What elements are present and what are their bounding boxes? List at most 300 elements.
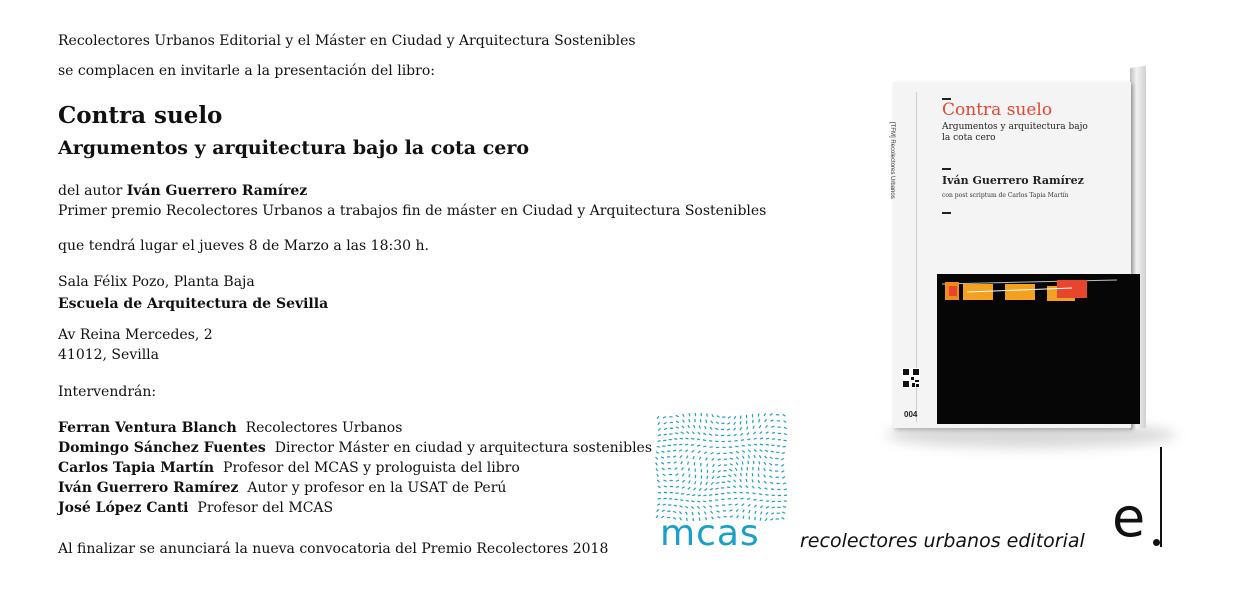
mcas-dot xyxy=(734,498,737,499)
event-date: que tendrá lugar el jueves 8 de Marzo a las 18:30 h. xyxy=(58,238,429,254)
mcas-dot xyxy=(695,481,696,484)
mcas-dot xyxy=(758,414,759,417)
mcas-dot xyxy=(711,482,713,484)
mcas-dot xyxy=(741,473,742,476)
mcas-dot xyxy=(760,450,762,452)
mcas-dot xyxy=(784,427,787,428)
mcas-dot xyxy=(766,432,769,434)
venue-room: Sala Félix Pozo, Planta Baja xyxy=(58,274,255,290)
mcas-dot xyxy=(735,468,737,471)
mcas-dot xyxy=(765,456,767,458)
mcas-dot xyxy=(759,461,760,464)
mcas-dot xyxy=(675,468,678,470)
mcas-dot xyxy=(698,495,701,496)
mcas-dot xyxy=(710,488,713,490)
cover-spine-text: [TFM] Recolectores Urbanos xyxy=(889,122,895,199)
mcas-dot xyxy=(771,451,774,452)
mcas-dot xyxy=(699,425,700,428)
speaker-role: Director Máster en ciudad y arquitectura sostenibles xyxy=(274,440,653,456)
mcas-dot xyxy=(676,421,679,423)
mcas-dot xyxy=(663,474,666,476)
cover-photo xyxy=(937,274,1140,424)
mcas-dot xyxy=(764,468,766,471)
mcas-dot xyxy=(691,501,694,502)
mcas-dot xyxy=(689,419,690,422)
mcas-dot xyxy=(733,486,736,488)
mcas-dot xyxy=(782,518,785,520)
mcas-dot xyxy=(689,481,691,484)
mcas-dot xyxy=(772,507,775,508)
mcas-dot xyxy=(683,414,685,417)
mcas-dot xyxy=(664,422,667,424)
mcas-dot xyxy=(734,416,736,419)
mcas-dot xyxy=(740,479,742,482)
mcas-dot xyxy=(681,461,683,464)
mcas-dot xyxy=(693,456,694,459)
mcas-dot xyxy=(734,440,737,441)
mcas-dot xyxy=(710,447,713,448)
mcas-dot xyxy=(698,432,700,434)
mcas-dot xyxy=(717,453,720,454)
mcas-dot xyxy=(782,512,785,513)
mcas-dot xyxy=(746,492,749,493)
mcas-dot xyxy=(760,512,762,515)
mcas-dot xyxy=(680,506,683,508)
mcas-dot xyxy=(783,421,786,423)
book-title: Contra suelo xyxy=(58,102,223,129)
mcas-dot xyxy=(706,482,708,485)
mcas-dot xyxy=(656,452,659,454)
mcas-dot xyxy=(682,474,684,477)
mcas-dot xyxy=(748,455,749,458)
mcas-dot xyxy=(752,479,753,482)
mcas-dot xyxy=(699,488,701,490)
speaker-name: José López Canti xyxy=(58,500,189,516)
mcas-dot xyxy=(727,423,730,425)
mcas-dot xyxy=(656,515,658,518)
mcas-dot xyxy=(685,438,688,439)
mcas-dot xyxy=(680,500,683,501)
qr-code-icon xyxy=(902,368,920,388)
mcas-dot xyxy=(718,465,721,467)
mcas-dot xyxy=(754,505,756,507)
mcas-dot xyxy=(709,441,712,442)
mcas-dot xyxy=(730,458,733,459)
mcas-dot xyxy=(682,480,684,482)
mcas-dot xyxy=(760,506,762,508)
mcas-dot xyxy=(712,458,714,460)
mcas-dot xyxy=(759,455,761,458)
mcas-dot xyxy=(783,506,786,507)
mcas-dot xyxy=(698,451,700,453)
mcas-dot xyxy=(740,427,742,430)
mcas-dot xyxy=(715,435,718,436)
mcas-dot xyxy=(658,422,660,425)
cover-illustration xyxy=(937,274,1130,424)
mcas-dot xyxy=(712,476,714,479)
mcas-dot xyxy=(688,487,690,489)
mcas-dot xyxy=(657,416,659,419)
mcas-dot xyxy=(661,462,664,464)
mcas-dot xyxy=(675,433,678,434)
mcas-dot xyxy=(703,501,706,502)
mcas-dot xyxy=(760,444,763,445)
mcas-dot xyxy=(740,416,741,419)
mcas-dot xyxy=(765,419,767,422)
mcas-dot xyxy=(771,426,774,427)
mcas-dot xyxy=(710,427,712,429)
mcas-dot xyxy=(686,500,689,501)
mcas-dot xyxy=(663,416,666,418)
mcas-dot xyxy=(736,462,738,465)
mcas-dot xyxy=(770,482,773,483)
venue-city: 41012, Sevilla xyxy=(58,347,160,363)
mcas-dot xyxy=(753,499,756,500)
mcas-dot xyxy=(657,480,659,482)
mcas-dot xyxy=(742,461,743,464)
mcas-dot xyxy=(765,450,768,452)
mcas-dot xyxy=(740,433,742,435)
mcas-dot xyxy=(705,426,707,429)
mcas-dot xyxy=(764,413,766,416)
speaker-role: Profesor del MCAS xyxy=(197,500,334,516)
mcas-dot xyxy=(673,456,676,457)
speaker-row xyxy=(58,498,333,518)
mcas-dot xyxy=(742,504,744,506)
author-award: Primer premio Recolectores Urbanos a trabajos fin de máster en Ciudad y Arquitectura Sostenibles xyxy=(58,203,767,219)
mcas-dot xyxy=(735,504,738,506)
mcas-dot xyxy=(682,467,684,470)
mcas-dot xyxy=(765,495,768,496)
speaker-role: Recolectores Urbanos xyxy=(245,420,403,436)
mcas-dot xyxy=(676,427,679,428)
mcas-dot xyxy=(711,452,714,454)
mcas-dot xyxy=(656,463,658,466)
mcas-dot xyxy=(686,456,688,459)
venue-street: Av Reina Mercedes, 2 xyxy=(58,327,213,343)
cover-author: Iván Guerrero Ramírez xyxy=(942,174,1084,187)
author-prefix: del autor xyxy=(58,183,123,199)
mcas-dot xyxy=(736,457,738,459)
mcas-dot xyxy=(783,483,786,484)
mcas-dot xyxy=(760,518,761,521)
mcas-dot xyxy=(765,518,767,521)
mcas-dot xyxy=(680,455,682,457)
mcas-dot xyxy=(679,450,682,452)
book-cover xyxy=(880,62,1180,457)
mcas-dot xyxy=(730,452,733,453)
mcas-dot xyxy=(656,457,658,459)
mcas-dot xyxy=(709,434,712,436)
editorial-e-mark: e xyxy=(1112,486,1146,549)
mcas-dot xyxy=(697,445,700,446)
cover-subtitle: Argumentos y arquitectura bajo la cota cero xyxy=(942,122,1088,143)
mcas-dot xyxy=(689,413,690,416)
mcas-dot xyxy=(765,488,768,490)
mcas-dot xyxy=(664,434,667,435)
mcas-dot xyxy=(662,510,665,511)
mcas-dot xyxy=(692,495,695,496)
mcas-dot xyxy=(772,432,775,433)
mcas-dot xyxy=(760,438,763,439)
mcas-dot xyxy=(676,480,679,481)
mcas-dot-pattern xyxy=(655,413,790,521)
mcas-dot xyxy=(685,506,687,508)
speaker-row xyxy=(58,418,402,438)
mcas-dot xyxy=(771,489,774,490)
mcas-dot xyxy=(770,519,773,521)
mcas-dot xyxy=(759,425,761,428)
mcas-dot xyxy=(781,459,784,460)
mcas-dot xyxy=(711,421,713,424)
mcas-dot xyxy=(769,470,772,472)
mcas-dot xyxy=(657,474,659,477)
editorial-mark-line xyxy=(1160,447,1162,547)
mcas-dot xyxy=(739,485,741,487)
mcas-dot xyxy=(691,506,693,508)
mcas-dot xyxy=(769,463,772,465)
mcas-dot xyxy=(657,441,660,442)
mcas-dot xyxy=(716,422,719,424)
mcas-dot xyxy=(680,438,683,439)
mcas-dot xyxy=(736,509,738,511)
mcas-dot xyxy=(664,428,667,429)
mcas-dot xyxy=(760,500,763,501)
mcas-dot xyxy=(707,470,708,473)
mcas-dot xyxy=(697,506,699,508)
mcas-dot xyxy=(693,488,695,490)
mcas-dot xyxy=(675,474,678,476)
mcas-dot xyxy=(741,467,742,470)
mcas-dot xyxy=(663,504,666,505)
mcas-dot xyxy=(741,440,744,441)
mcas-dot xyxy=(784,434,787,435)
mcas-dot xyxy=(730,464,733,466)
mcas-dot xyxy=(727,435,730,436)
mcas-dot xyxy=(662,468,665,470)
mcas-dot xyxy=(685,450,687,452)
editorial-mark-dot xyxy=(1153,539,1160,546)
mcas-dot xyxy=(656,468,658,471)
mcas-dot xyxy=(715,488,718,489)
mcas-dot xyxy=(784,489,787,490)
mcas-dot xyxy=(717,476,720,478)
mcas-dot xyxy=(682,426,684,428)
mcas-dot xyxy=(676,415,679,417)
mcas-dot xyxy=(734,474,736,477)
mcas-dot xyxy=(729,510,732,511)
speaker-name: Carlos Tapia Martín xyxy=(58,460,215,476)
cover-number: 004 xyxy=(904,410,918,419)
mcas-dot xyxy=(700,482,701,485)
mcas-dot xyxy=(688,462,689,465)
mcas-dot xyxy=(683,420,685,423)
mcas-dot xyxy=(705,488,707,490)
mcas-logo: mcas xyxy=(660,513,760,554)
mcas-dot xyxy=(764,462,766,465)
mcas-dot xyxy=(707,413,708,416)
mcas-dot xyxy=(765,425,767,427)
mcas-dot xyxy=(747,499,750,500)
mcas-dot xyxy=(766,501,769,502)
mcas-dot xyxy=(691,438,694,439)
mcas-dot xyxy=(697,439,700,440)
mcas-dot xyxy=(746,486,748,488)
mcas-dot xyxy=(740,498,743,499)
mcas-dot xyxy=(707,476,708,479)
intro-line-2: se complacen en invitarle a la presentación del libro: xyxy=(58,63,435,79)
author-line xyxy=(58,181,307,201)
mcas-dot xyxy=(753,432,755,434)
mcas-dot xyxy=(703,506,705,508)
mcas-dot xyxy=(718,470,721,472)
mcas-dot xyxy=(657,509,659,511)
mcas-dot xyxy=(689,474,690,477)
mcas-dot xyxy=(754,438,757,439)
mcas-dot xyxy=(688,425,690,428)
mcas-dot xyxy=(748,450,750,452)
mcas-dot xyxy=(736,451,739,453)
mcas-dot xyxy=(715,428,718,429)
closing-note: Al finalizar se anunciará la nueva convocatoria del Premio Recolectores 2018 xyxy=(58,541,609,557)
mcas-dot xyxy=(717,416,720,418)
mcas-dot xyxy=(682,487,685,489)
mcas-dot xyxy=(694,425,695,428)
mcas-dot xyxy=(658,498,661,499)
mcas-dot xyxy=(658,492,661,493)
mcas-dot xyxy=(782,471,785,473)
mcas-dot xyxy=(707,464,708,467)
mcas-dot xyxy=(782,453,785,454)
mcas-dot xyxy=(770,414,773,416)
mcas-dot xyxy=(753,426,754,429)
mcas-dot xyxy=(691,445,694,446)
intro-line-1: Recolectores Urbanos Editorial y el Máster en Ciudad y Arquitectura Sostenibles xyxy=(58,33,636,49)
mcas-dot xyxy=(709,500,712,501)
mcas-dot xyxy=(748,504,750,506)
mcas-dot xyxy=(733,492,736,493)
mcas-dot xyxy=(729,504,732,505)
mcas-dot xyxy=(747,432,749,434)
cover-dash xyxy=(942,212,951,214)
mcas-dot xyxy=(657,504,660,506)
mcas-dot xyxy=(703,440,706,441)
mcas-dot xyxy=(752,486,754,488)
mcas-dot xyxy=(699,457,700,460)
mcas-dot xyxy=(658,434,661,436)
mcas-dot xyxy=(658,486,661,488)
mcas-dot xyxy=(681,494,684,495)
mcas-dot xyxy=(734,480,736,482)
mcas-dot xyxy=(781,465,784,467)
cover-dash xyxy=(942,168,951,170)
mcas-dot xyxy=(703,495,706,496)
mcas-dot xyxy=(740,421,741,424)
speaker-name: Ferran Ventura Blanch xyxy=(58,420,237,436)
venue-school: Escuela de Arquitectura de Sevilla xyxy=(58,296,329,312)
mcas-dot xyxy=(766,512,768,514)
speaker-name: Iván Guerrero Ramírez xyxy=(58,480,239,496)
mcas-dot xyxy=(703,446,706,447)
mcas-dot xyxy=(743,510,745,513)
mcas-dot xyxy=(747,426,748,429)
mcas-dot xyxy=(706,420,707,423)
editorial-logo-text: recolectores urbanos editorial xyxy=(800,530,1085,552)
mcas-dot xyxy=(697,501,700,502)
mcas-dot xyxy=(712,414,714,417)
mcas-dot xyxy=(664,486,667,487)
mcas-dot xyxy=(692,432,694,434)
mcas-dot xyxy=(782,477,785,479)
mcas-dot xyxy=(746,479,747,482)
mcas-dot xyxy=(661,451,664,452)
mcas-dot xyxy=(742,450,744,452)
mcas-dot xyxy=(735,446,738,447)
mcas-dot xyxy=(663,480,666,481)
mcas-dot xyxy=(673,450,676,451)
mcas-dot xyxy=(740,492,743,493)
mcas-dot xyxy=(760,432,762,434)
mcas-dot xyxy=(754,449,756,451)
mcas-dot xyxy=(734,422,736,425)
mcas-dot xyxy=(685,444,688,445)
mcas-dot xyxy=(754,455,755,458)
mcas-dot xyxy=(716,505,719,506)
speaker-row xyxy=(58,458,520,478)
mcas-dot xyxy=(758,487,760,489)
mcas-dot xyxy=(704,452,706,454)
mcas-dot xyxy=(734,434,737,436)
cover-title: Contra suelo xyxy=(942,100,1053,120)
mcas-dot xyxy=(758,474,759,477)
mcas-dot xyxy=(716,482,719,483)
speaker-role: Autor y profesor en la USAT de Perú xyxy=(247,480,507,496)
mcas-dot xyxy=(742,445,745,446)
mcas-dot xyxy=(681,432,684,434)
mcas-dot xyxy=(754,444,757,445)
mcas-dot xyxy=(674,462,677,464)
mcas-dot xyxy=(679,444,682,445)
mcas-dot xyxy=(759,494,762,495)
mcas-dot xyxy=(759,419,760,422)
mcas-dot xyxy=(771,420,774,422)
mcas-dot xyxy=(713,470,715,473)
speaker-row xyxy=(58,478,506,498)
mcas-dot xyxy=(687,431,689,433)
mcas-dot xyxy=(676,486,679,487)
speaker-role: Profesor del MCAS y prologuista del libro xyxy=(223,460,520,476)
mcas-dot xyxy=(748,445,751,446)
mcas-dot xyxy=(747,439,750,440)
mcas-dot xyxy=(718,459,721,460)
mcas-dot xyxy=(770,457,773,458)
mcas-dot xyxy=(758,480,760,483)
mcas-dot xyxy=(771,513,774,514)
mcas-dot xyxy=(713,464,715,467)
mcas-dot xyxy=(692,450,694,452)
mcas-dot xyxy=(766,444,769,445)
mcas-dot xyxy=(729,469,732,471)
mcas-dot xyxy=(766,506,769,508)
speaker-name: Domingo Sánchez Fuentes xyxy=(58,440,266,456)
mcas-dot xyxy=(764,475,766,478)
speaker-row xyxy=(58,438,652,458)
mcas-dot xyxy=(743,456,745,459)
mcas-dot xyxy=(717,511,720,512)
author-name: Iván Guerrero Ramírez xyxy=(126,183,308,199)
mcas-dot xyxy=(758,467,759,470)
speakers-heading: Intervendrán: xyxy=(58,384,157,400)
